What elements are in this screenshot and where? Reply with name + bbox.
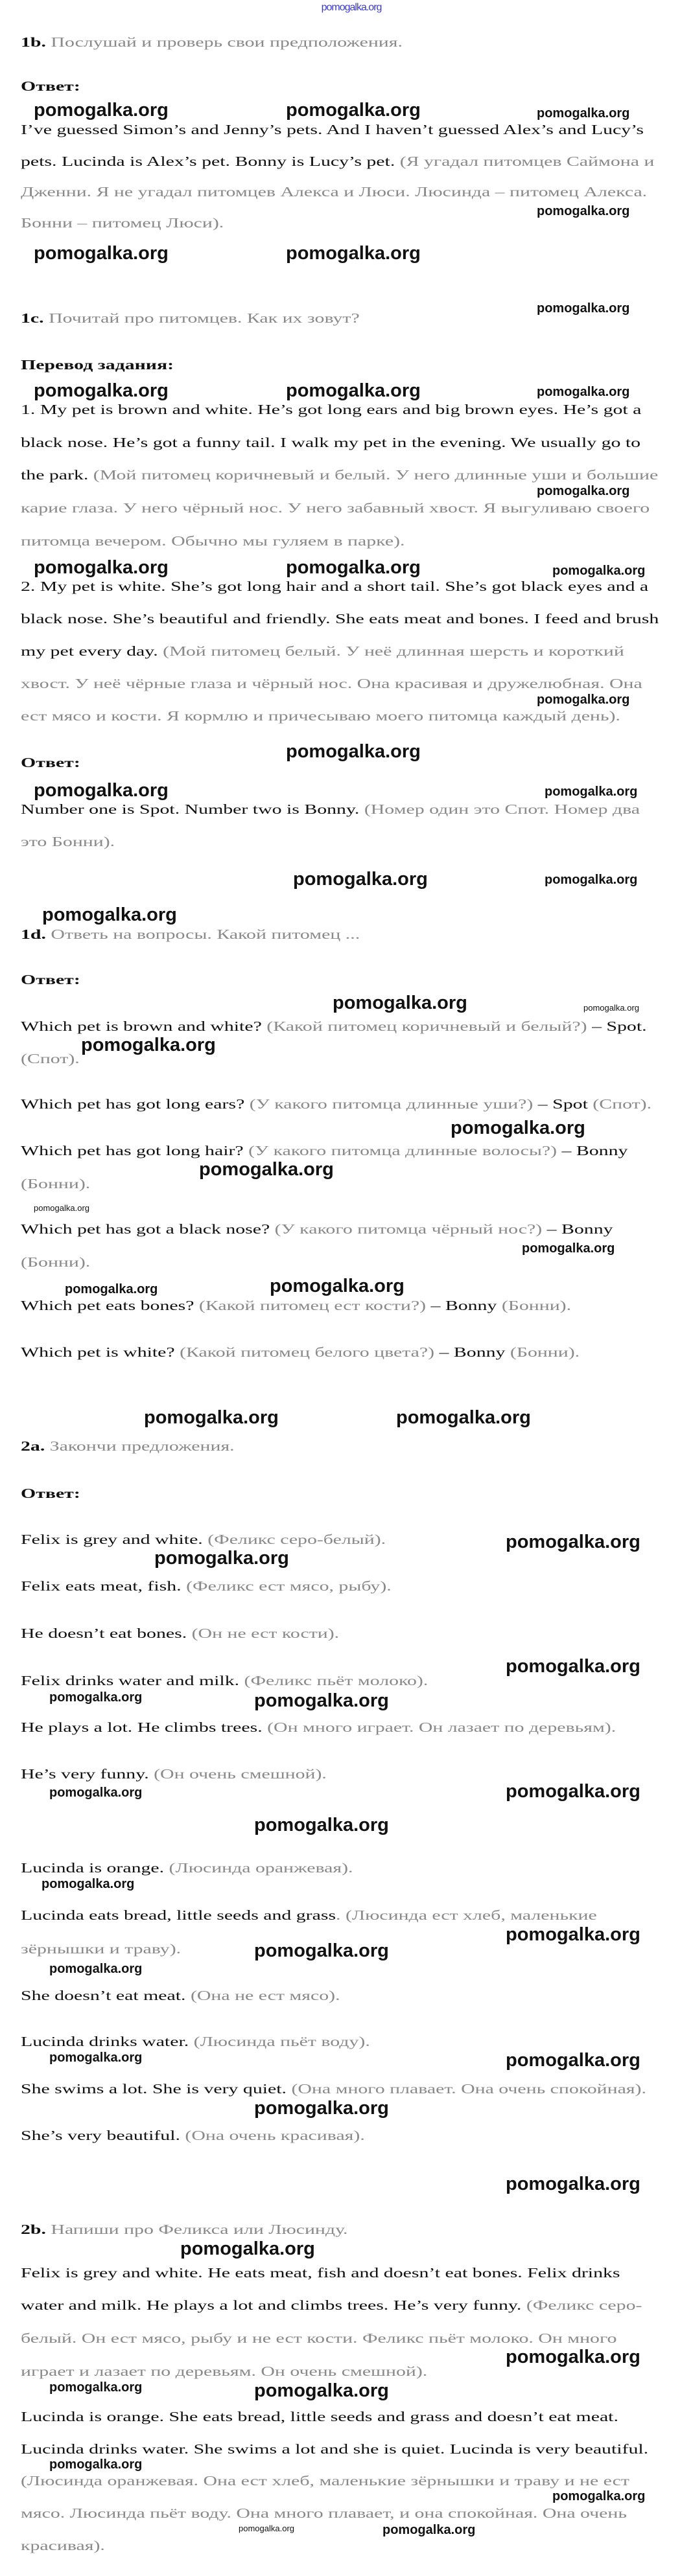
section-label: Ответ: xyxy=(21,1486,80,1501)
russian-translation: питомца вечером. Обычно мы гуляем в парке). xyxy=(21,533,405,549)
watermark: pomogalka.org xyxy=(545,785,638,799)
text-line xyxy=(21,972,80,991)
russian-translation: (Люсинда пьёт воду). xyxy=(193,2034,370,2049)
watermark: pomogalka.org xyxy=(49,2457,143,2472)
english-text: Lucinda drinks water. She swims a lot and she is quiet. Lucinda is very beautiful. xyxy=(21,2441,649,2457)
watermark: pomogalka.org xyxy=(382,2523,476,2537)
section-label: 2b. xyxy=(21,2222,46,2237)
russian-translation: карие глаза. У него чёрный нос. У него забавный хвост. Я выгуливаю своего xyxy=(21,500,650,516)
russian-translation: Напиши про Феликса или Люсинду. xyxy=(45,2222,348,2237)
watermark: pomogalka.org xyxy=(254,2097,389,2119)
russian-translation: (Феликс серо- xyxy=(526,2297,642,2313)
english-text: – Bonny xyxy=(557,1143,628,1158)
english-text: Lucinda drinks water. xyxy=(21,2034,194,2049)
russian-translation: (Номер один это Спот. Номер два xyxy=(364,801,640,817)
english-text: – Spot. xyxy=(587,1018,647,1034)
text-line xyxy=(21,611,659,630)
watermark: pomogalka.org xyxy=(552,2489,646,2503)
watermark: pomogalka.org xyxy=(49,2051,143,2065)
text-line xyxy=(21,1626,339,1645)
watermark: pomogalka.org xyxy=(199,1158,334,1180)
text-line xyxy=(21,402,641,421)
russian-translation: (Люсинда оранжевая). xyxy=(169,1860,353,1876)
watermark: pomogalka.org xyxy=(545,873,638,887)
watermark: pomogalka.org xyxy=(286,99,421,121)
watermark: pomogalka.org xyxy=(506,1924,640,1945)
english-text: Lucinda is orange. She eats bread, little seeds and grass and doesn’t eat meat. xyxy=(21,2409,618,2424)
watermark: pomogalka.org xyxy=(537,204,630,218)
english-text: She doesn’t eat meat. xyxy=(21,1988,191,2003)
text-line xyxy=(21,1988,340,2007)
watermark: pomogalka.org xyxy=(254,1814,389,1835)
watermark: pomogalka.org xyxy=(537,385,630,399)
watermark: pomogalka.org xyxy=(506,1780,640,1802)
russian-translation: (Спот). xyxy=(21,1051,80,1066)
text-line xyxy=(21,2409,618,2428)
english-text: the park. xyxy=(21,467,93,483)
text-line xyxy=(21,2128,365,2147)
russian-translation: (Она не ест мясо). xyxy=(190,1988,340,2003)
watermark: pomogalka.org xyxy=(537,693,630,707)
russian-translation: хвост. У неё чёрные глаза и чёрный нос. Она красивая и дружелюбная. Она xyxy=(21,676,642,691)
russian-translation: (Спот). xyxy=(593,1096,652,1112)
section-label: Ответ: xyxy=(21,755,80,770)
watermark: pomogalka.org xyxy=(286,557,421,578)
watermark: pomogalka.org xyxy=(537,106,630,121)
russian-translation: Ответь на вопросы. Какой питомец ... xyxy=(45,926,360,942)
watermark: pomogalka.org xyxy=(180,2238,315,2259)
text-line xyxy=(21,579,648,598)
watermark: pomogalka.org xyxy=(34,380,169,401)
russian-translation: (Я угадал питомцев Саймона и xyxy=(399,154,655,169)
russian-translation: (Он не ест кости). xyxy=(191,1626,340,1641)
english-text: Felix eats meat, fish. xyxy=(21,1578,187,1594)
watermark: pomogalka.org xyxy=(34,242,169,264)
russian-translation: (Мой питомец белый. У неё длинная шерсть и короткий xyxy=(163,643,624,659)
watermark: pomogalka.org xyxy=(49,1690,143,1705)
watermark: pomogalka.org xyxy=(254,2380,389,2401)
watermark: pomogalka.org xyxy=(34,557,169,578)
english-text: Which pet is white? xyxy=(21,1344,180,1360)
watermark: pomogalka.org xyxy=(154,1547,289,1569)
text-line xyxy=(21,801,640,821)
watermark: pomogalka.org xyxy=(34,1202,89,1213)
english-text: She’s very beautiful. xyxy=(21,2128,185,2143)
russian-translation: (У какого питомца длинные уши?) xyxy=(249,1096,534,1112)
russian-translation: (Какой питомец ест кости?) xyxy=(198,1298,426,1313)
russian-translation: Послушай и проверь свои предположения. xyxy=(45,34,403,50)
russian-translation: (У какого питомца длинные волосы?) xyxy=(248,1143,558,1158)
section-label: 1c. xyxy=(21,310,44,326)
watermark: pomogalka.org xyxy=(537,301,630,316)
watermark: pomogalka.org xyxy=(286,741,421,762)
text-line xyxy=(21,1051,80,1070)
russian-translation: играет и лазает по деревьям. Он очень смешной). xyxy=(21,2363,428,2379)
text-line xyxy=(21,154,654,173)
english-text: He doesn’t eat bones. xyxy=(21,1626,192,1641)
english-text: She swims a lot. She is very quiet. xyxy=(21,2081,292,2097)
text-line xyxy=(21,2538,105,2557)
english-text: Felix is grey and white. He eats meat, fish and doesn’t eat bones. Felix drinks xyxy=(21,2265,620,2281)
russian-translation: Бонни – питомец Люси). xyxy=(21,215,224,231)
text-line xyxy=(21,1766,327,1786)
russian-translation: красивая). xyxy=(21,2538,105,2553)
english-text: He’s very funny. xyxy=(21,1766,154,1782)
english-text: – Bonny xyxy=(542,1221,613,1237)
watermark: pomogalka.org xyxy=(49,2380,143,2395)
watermark: pomogalka.org xyxy=(254,1690,389,1711)
text-line xyxy=(21,2505,627,2525)
watermark: pomogalka.org xyxy=(65,1282,158,1296)
english-text: – Spot xyxy=(533,1096,593,1112)
text-line xyxy=(21,1221,613,1241)
russian-translation: белый. Он ест мясо, рыбу и не ест кости. Феликс пьёт молоко. Он много xyxy=(21,2330,617,2346)
russian-translation: зёрнышки и траву). xyxy=(21,1941,182,1957)
watermark: pomogalka.org xyxy=(293,868,428,890)
watermark: pomogalka.org xyxy=(552,564,646,578)
russian-translation: мясо. Люсинда пьёт воду. Она много плавает, и она спокойная. Она очень xyxy=(21,2505,627,2521)
watermark: pomogalka.org xyxy=(286,380,421,401)
text-line xyxy=(21,78,80,98)
watermark: pomogalka.org xyxy=(583,1002,639,1013)
english-text: – Bonny xyxy=(434,1344,510,1360)
text-line xyxy=(21,1176,90,1195)
section-label: Перевод задания: xyxy=(21,357,174,373)
english-text: my pet every day. xyxy=(21,643,163,659)
russian-translation: (У какого питомца чёрный нос?) xyxy=(274,1221,543,1237)
watermark: pomogalka.org xyxy=(41,1877,135,1891)
watermark: pomogalka.org xyxy=(81,1034,216,1055)
text-line xyxy=(21,310,360,330)
russian-translation: ест мясо и кости. Я кормлю и причесываю моего питомца каждый день). xyxy=(21,708,620,724)
watermark: pomogalka.org xyxy=(506,2049,640,2071)
section-label: 1d. xyxy=(21,926,46,942)
text-line xyxy=(21,122,644,141)
english-text: Lucinda eats bread, little seeds and grass xyxy=(21,1907,336,1923)
text-line xyxy=(21,2265,620,2284)
english-text: 1. My pet is brown and white. He’s got long ears and big brown eyes. He’s got a xyxy=(21,402,642,417)
russian-translation: (Мой питомец коричневый и белый. У него длинные уши и большие xyxy=(93,467,659,483)
watermark: pomogalka.org xyxy=(49,1962,143,1976)
english-text: Which pet has got a black nose? xyxy=(21,1221,275,1237)
russian-translation: Дженни. Я не угадал питомцев Алекса и Люси. Люсинда – питомец Алекса. xyxy=(21,184,648,200)
russian-translation: (Она много плавает. Она очень спокойная). xyxy=(291,2081,646,2097)
watermark: pomogalka.org xyxy=(506,1655,640,1677)
english-text: pets. Lucinda is Alex’s pet. Bonny is Lucy’s pet. xyxy=(21,154,400,169)
russian-translation: (Феликс ест мясо, рыбу). xyxy=(186,1578,392,1594)
text-line xyxy=(21,1719,616,1739)
russian-translation: (Люсинда оранжевая. Она ест хлеб, маленькие зёрнышки и траву и не ест xyxy=(21,2473,629,2489)
english-text: He plays a lot. He climbs trees. xyxy=(21,1719,268,1735)
watermark: pomogalka.org xyxy=(34,779,169,801)
text-line xyxy=(21,926,360,946)
english-text: Which pet has got long ears? xyxy=(21,1096,250,1112)
russian-translation: (Феликс серо-белый). xyxy=(207,1532,386,1547)
russian-translation: (Какой питомец белого цвета?) xyxy=(180,1344,435,1360)
text-line xyxy=(21,2473,629,2492)
text-line xyxy=(21,215,224,235)
english-text: Lucinda is orange. xyxy=(21,1860,169,1876)
text-line xyxy=(21,533,405,553)
text-line xyxy=(21,1096,652,1116)
text-line xyxy=(21,1344,580,1364)
section-label: 1b. xyxy=(21,34,46,50)
watermark: pomogalka.org xyxy=(270,1275,405,1296)
russian-translation: . (Люсинда ест хлеб, маленькие xyxy=(336,1907,597,1923)
text-line xyxy=(21,755,80,774)
russian-translation: (Она очень красивая). xyxy=(185,2128,365,2143)
english-text: black nose. She’s beautiful and friendly. She eats meat and bones. I feed and brush xyxy=(21,611,659,627)
watermark: pomogalka.org xyxy=(451,1117,585,1138)
russian-translation: (Бонни). xyxy=(21,1176,91,1191)
text-line xyxy=(21,2297,642,2317)
english-text: Felix is grey and white. xyxy=(21,1532,208,1547)
english-text: Which pet has got long hair? xyxy=(21,1143,249,1158)
watermark: pomogalka.org xyxy=(396,1407,531,1428)
header-watermark: pomogalka.org xyxy=(321,2,382,13)
watermark: pomogalka.org xyxy=(506,2173,640,2194)
text-line xyxy=(21,1941,181,1961)
english-text: water and milk. He plays a lot and climbs trees. He’s very funny. xyxy=(21,2297,526,2313)
text-line xyxy=(21,184,647,203)
russian-translation: Закончи предложения. xyxy=(45,1438,235,1454)
text-line xyxy=(21,1578,392,1598)
text-line xyxy=(21,1673,428,1692)
text-line xyxy=(21,34,403,54)
russian-translation: (Феликс пьёт молоко). xyxy=(244,1673,429,1688)
english-text: I’ve guessed Simon’s and Jenny’s pets. And I haven’t guessed Alex’s and Lucy’s xyxy=(21,122,644,137)
watermark: pomogalka.org xyxy=(333,992,467,1013)
english-text: 2. My pet is white. She’s got long hair and a short tail. She’s got black eyes and a xyxy=(21,579,649,594)
text-line xyxy=(21,435,640,454)
russian-translation: Почитай про питомцев. Как их зовут? xyxy=(43,310,360,326)
watermark: pomogalka.org xyxy=(537,484,630,498)
text-line xyxy=(21,643,624,663)
text-line xyxy=(21,1254,90,1274)
russian-translation: это Бонни). xyxy=(21,834,115,849)
section-label: 2a. xyxy=(21,1438,45,1454)
text-line xyxy=(21,1438,235,1458)
text-line xyxy=(21,500,650,520)
watermark: pomogalka.org xyxy=(239,2523,294,2533)
section-label: Ответ: xyxy=(21,972,80,987)
russian-translation: (Бонни). xyxy=(501,1298,572,1313)
russian-translation: (Какой питомец коричневый и белый?) xyxy=(266,1018,587,1034)
watermark: pomogalka.org xyxy=(254,1940,389,1961)
english-text: – Bonny xyxy=(425,1298,502,1313)
watermark: pomogalka.org xyxy=(49,1786,143,1800)
russian-translation: (Он много играет. Он лазает по деревьям). xyxy=(267,1719,617,1735)
text-line xyxy=(21,708,620,728)
english-text: Number one is Spot. Number two is Bonny. xyxy=(21,801,364,817)
watermark: pomogalka.org xyxy=(506,1531,640,1552)
english-text: Which pet is brown and white? xyxy=(21,1018,267,1034)
text-line xyxy=(21,1298,571,1317)
text-line xyxy=(21,357,174,376)
section-label: Ответ: xyxy=(21,78,80,94)
watermark: pomogalka.org xyxy=(522,1241,615,1256)
text-line xyxy=(21,834,115,853)
watermark: pomogalka.org xyxy=(286,242,421,264)
watermark: pomogalka.org xyxy=(506,2346,640,2367)
watermark: pomogalka.org xyxy=(34,99,169,121)
russian-translation: (Бонни). xyxy=(21,1254,91,1270)
watermark: pomogalka.org xyxy=(42,904,177,925)
english-text: black nose. He’s got a funny tail. I walk my pet in the evening. We usually go to xyxy=(21,435,641,450)
english-text: Felix drinks water and milk. xyxy=(21,1673,244,1688)
russian-translation: (Бонни). xyxy=(510,1344,580,1360)
russian-translation: (Он очень смешной). xyxy=(154,1766,327,1782)
text-line xyxy=(21,1486,80,1505)
watermark: pomogalka.org xyxy=(144,1407,279,1428)
english-text: Which pet eats bones? xyxy=(21,1298,199,1313)
